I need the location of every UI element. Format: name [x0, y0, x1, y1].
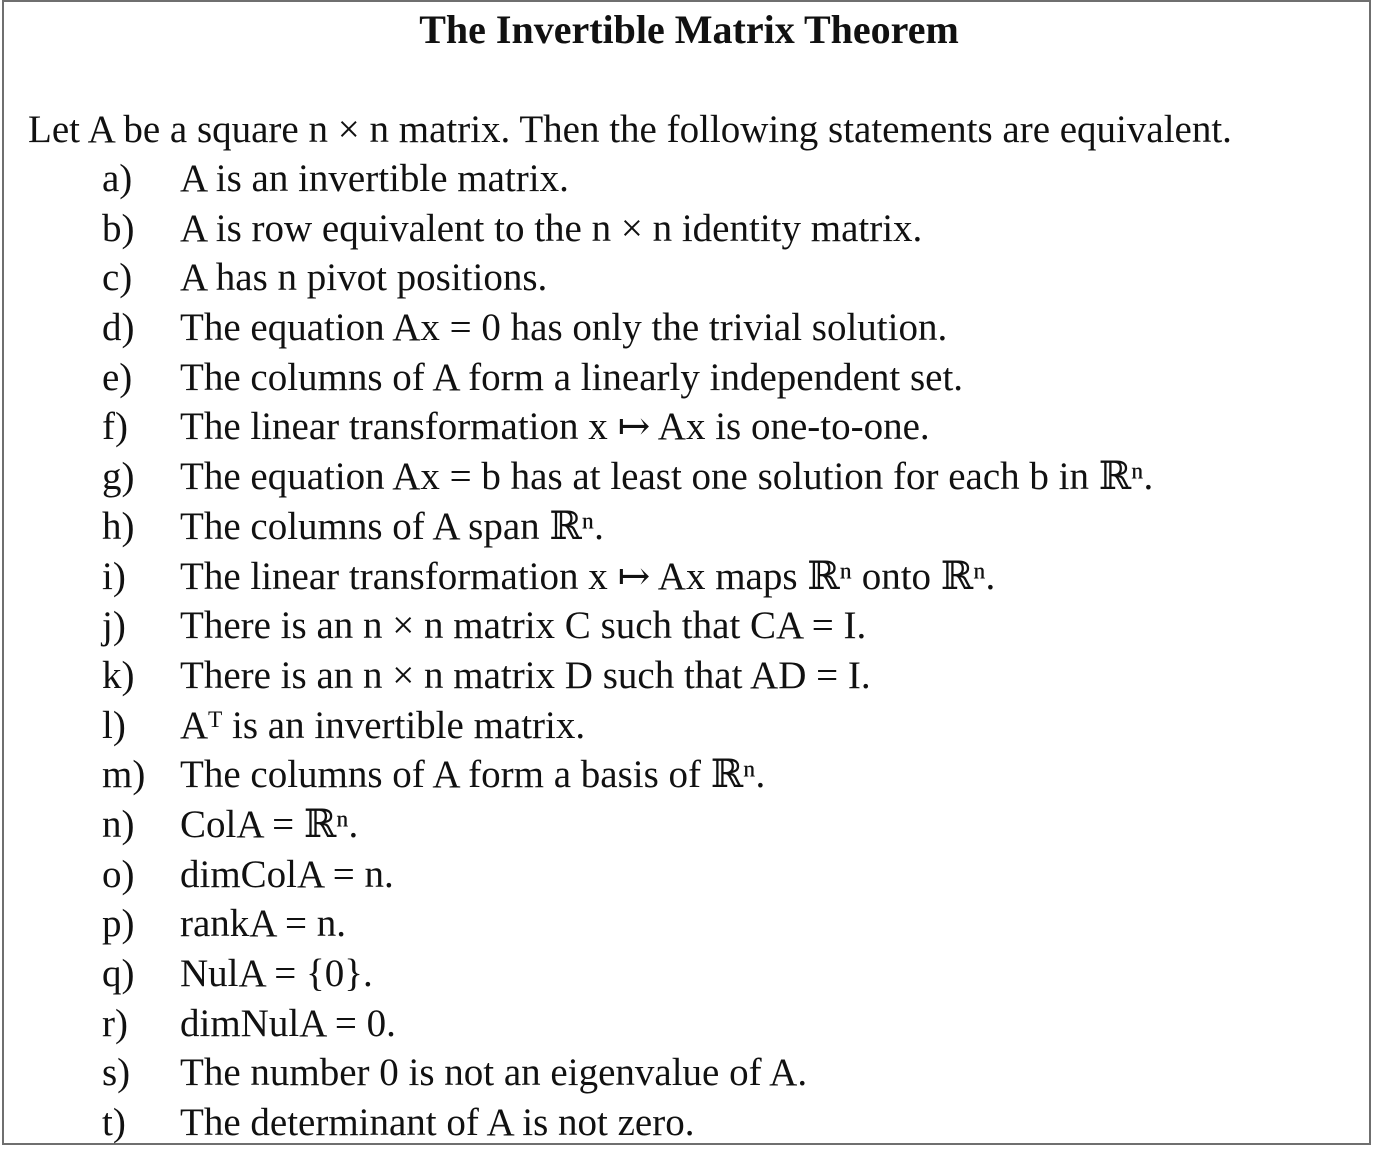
statement-text: The columns of A span ℝⁿ. [180, 504, 604, 548]
statement-marker: k) [102, 653, 135, 697]
statement-text: ColA = ℝⁿ. [180, 802, 359, 846]
statement-text: dimNulA = 0. [180, 1001, 396, 1045]
statement-text: Aᵀ is an invertible matrix. [180, 703, 586, 747]
statement-marker: s) [102, 1051, 131, 1095]
statement-text: The determinant of A is not zero. [180, 1101, 695, 1145]
statement-marker: p) [102, 902, 135, 946]
statement-text: A is row equivalent to the n × n identity matrix. [180, 206, 923, 250]
statement-marker: a) [102, 157, 133, 200]
statement-text: The columns of A form a linearly independent set. [180, 355, 964, 399]
statement-text: The linear transformation x ↦ Ax maps ℝⁿ onto ℝⁿ. [180, 554, 996, 598]
statement-marker: o) [102, 852, 135, 896]
statement-marker: d) [102, 306, 135, 350]
statement-marker: h) [102, 504, 135, 548]
statement-text: The equation Ax = b has at least one solution for each b in ℝⁿ. [180, 455, 1154, 499]
statement-text: The number 0 is not an eigenvalue of A. [180, 1051, 808, 1095]
statement-marker: t) [102, 1101, 126, 1145]
statement-text: NulA = {0}. [180, 952, 373, 995]
statement-marker: m) [102, 753, 146, 797]
statement-marker: c) [102, 256, 133, 300]
statement-text: The linear transformation x ↦ Ax is one-to-one. [180, 405, 930, 449]
page-title: The Invertible Matrix Theorem [419, 7, 959, 52]
statement-marker: e) [102, 355, 133, 399]
statement-marker: n) [102, 802, 135, 846]
statement-marker: q) [102, 952, 135, 995]
statement-text: dimColA = n. [180, 852, 394, 896]
statement-text: There is an n × n matrix C such that CA = I. [180, 604, 867, 648]
statement-marker: i) [102, 554, 126, 598]
statement-marker: j) [102, 604, 126, 648]
statement-marker: g) [102, 455, 135, 499]
statement-text: rankA = n. [180, 902, 347, 946]
statement-marker: f) [102, 405, 128, 449]
statement-text: There is an n × n matrix D such that AD = I. [180, 653, 871, 697]
statement-text: The equation Ax = 0 has only the trivial solution. [180, 306, 948, 350]
statement-marker: r) [102, 1001, 128, 1045]
statement-text: A is an invertible matrix. [180, 157, 569, 200]
statement-text: The columns of A form a basis of ℝⁿ. [180, 753, 766, 797]
statement-text: A has n pivot positions. [180, 256, 548, 300]
intro-sentence: Let A be a square n × n matrix. Then the following statements are equivalent. [28, 108, 1232, 151]
statement-marker: l) [102, 703, 126, 747]
statement-marker: b) [102, 206, 135, 250]
